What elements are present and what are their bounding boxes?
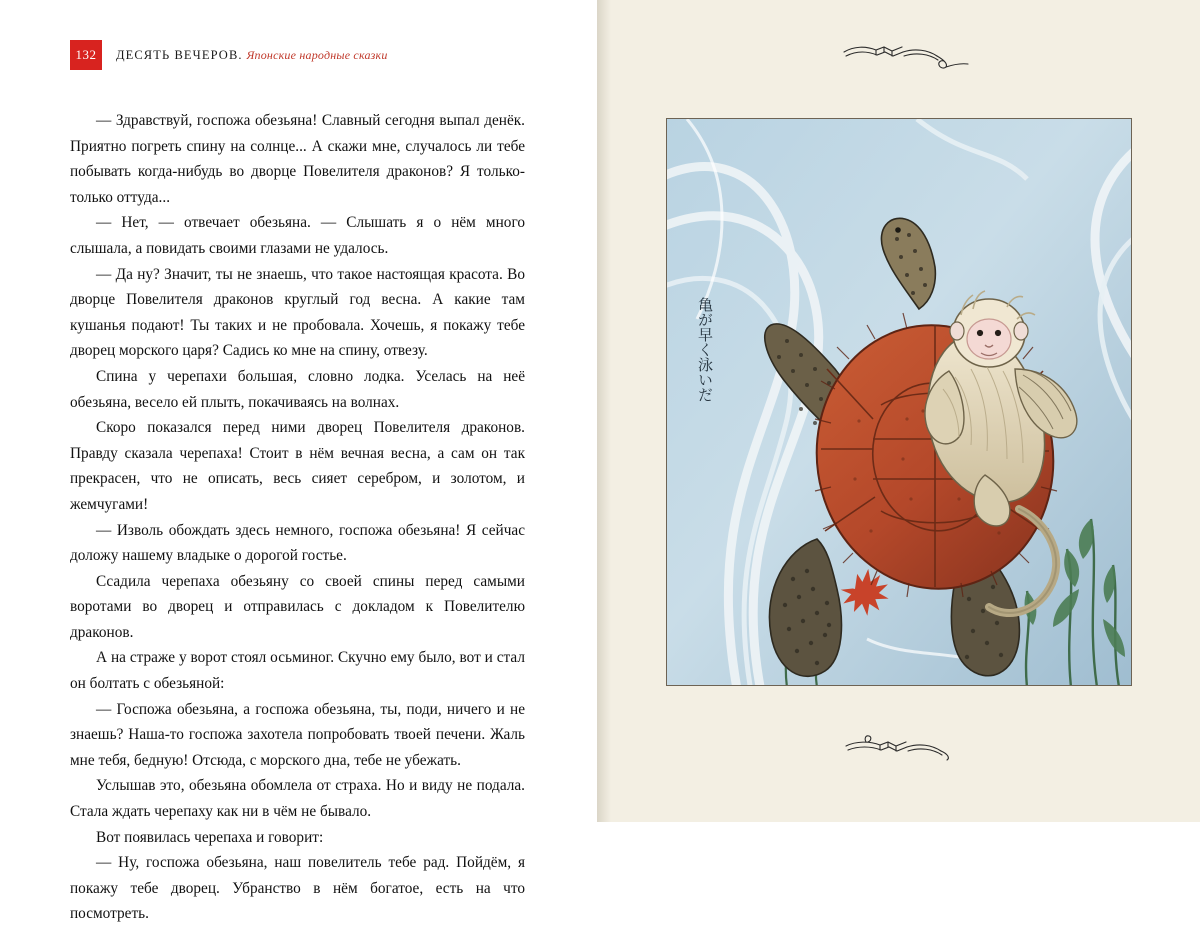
paragraph: — Здравствуй, госпожа обезьяна! Славный сегодня выпал денёк. Приятно погреть спину на солнце... А скажи мне, случалось ли тебе побывать когда-нибудь во дворце Повелителя драконов? Я только-только оттуда... bbox=[70, 112, 525, 206]
turtle-and-monkey-illustration bbox=[667, 119, 1131, 685]
left-page bbox=[0, 0, 597, 923]
illustration-plate bbox=[666, 118, 1132, 686]
page-number-badge: 132 bbox=[70, 40, 102, 70]
right-page bbox=[597, 0, 1200, 822]
paragraph: — Ну, госпожа обезьяна, наш повелитель тебе рад. Пойдём, я покажу тебе дворец. Убранство в нём богатое, есть на что посмотреть. bbox=[70, 854, 525, 923]
illustration-canvas bbox=[667, 119, 1131, 685]
body-text bbox=[70, 108, 525, 927]
paragraph: — Нет, — отвечает обезьяна. — Слышать я о нём много слышала, а повидать своими глазами не удалось. bbox=[70, 214, 525, 257]
paragraph: Услышав это, обезьяна обомлела от страха. Но и виду не подала. Стала ждать черепаху как ни в чём не бывало. bbox=[70, 777, 525, 821]
running-header bbox=[70, 40, 388, 70]
paragraph: — Да ну? Значит, ты не знаешь, что такое настоящая красота. Во дворце Повелителя драконов круглый год весна. А какие там кушанья подают! Ты таких и не пробовала. Хочешь, я покажу тебе дворец морского царя? Садись ко мне на спину, отвезу. bbox=[70, 265, 525, 360]
gutter-shadow bbox=[597, 0, 611, 822]
paragraph: А на страже у ворот стоял осьминог. Скучно ему было, вот и стал он болтать с обезьяной: bbox=[70, 649, 525, 693]
bamboo-scroll-ornament-top bbox=[840, 38, 980, 72]
paragraph: Вот появилась черепаха и говорит: bbox=[96, 828, 324, 846]
plate-caption-japanese: 亀が早く泳いだ bbox=[696, 297, 714, 402]
bamboo-scroll-ornament-bottom bbox=[840, 730, 980, 764]
paragraph: Скоро показался перед ними дворец Повелителя драконов. Правду сказала черепаха! Стоит в нём вечная весна, а сам он так прекрасен, что не описать, весь сияет серебром, и золотом, и жемчугами! bbox=[70, 419, 525, 513]
running-head-title: ДЕСЯТЬ ВЕЧЕРОВ. bbox=[116, 47, 243, 62]
paragraph: Ссадила черепаха обезьяну со своей спины перед самыми воротами во дворец и отправилась с докладом к Повелителю драконов. bbox=[70, 572, 525, 641]
running-head-subtitle: Японские народные сказки bbox=[246, 47, 388, 62]
running-header-text bbox=[116, 48, 388, 63]
paragraph: Спина у черепахи большая, словно лодка. Уселась на неё обезьяна, весело ей плыть, покачиваясь на волнах. bbox=[70, 367, 525, 411]
paragraph: — Изволь обождать здесь немного, госпожа обезьяна! Я сейчас доложу нашему владыке о дорогой гостье. bbox=[70, 521, 525, 565]
paragraph: — Госпожа обезьяна, а госпожа обезьяна, ты, поди, ничего и не знаешь? Наша-то госпожа захотела попробовать твоей печени. Жаль мне тебя, бедную! Отсюда, с морского дна, тебе не убежать. bbox=[70, 700, 525, 769]
